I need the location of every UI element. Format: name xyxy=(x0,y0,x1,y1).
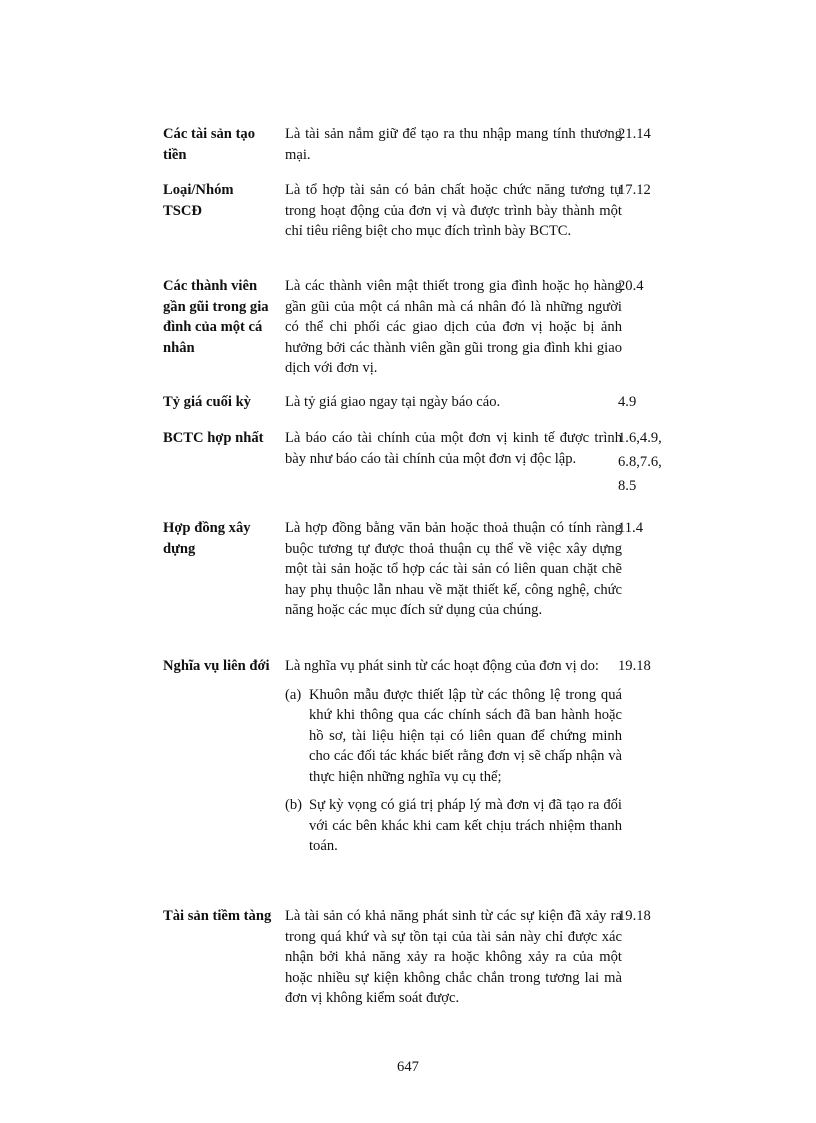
list-item xyxy=(285,795,622,857)
list-item-label: (b) xyxy=(285,797,303,813)
glossary-reference: 19.18 xyxy=(618,908,651,924)
glossary-reference: 21.14 xyxy=(618,126,651,142)
list-item-label: (a) xyxy=(285,686,302,703)
list-item xyxy=(285,685,622,788)
page-number: 647 xyxy=(397,1059,419,1075)
glossary-reference: 17.12 xyxy=(618,182,651,198)
glossary-reference: 20.4 xyxy=(618,278,644,294)
reference-line: 8.5 xyxy=(618,478,637,494)
list-item-text: Khuôn mẫu được thiết lập từ các thông lệ trong quá khứ khi thông qua các chính sách đã ban hành hoặc hồ sơ, tài liệu hiện tại có liên quan để chứng minh cho các đối tác khác biết rằng đơn vị sẽ chấp nhận và thực hiện những nghĩa vụ cụ thể; xyxy=(309,686,622,785)
reference-line: 1.6,4.9, xyxy=(618,430,662,446)
glossary-reference: 19.18 xyxy=(618,658,651,674)
glossary-definition: Là báo cáo tài chính của một đơn vị kinh tế được trình bày như báo cáo tài chính của một đơn vị độc lập. xyxy=(285,430,622,467)
glossary-reference: 4.9 xyxy=(618,394,637,410)
glossary-term: Hợp đồng xây dựng xyxy=(163,520,251,557)
reference-line: 6.8,7.6, xyxy=(618,454,662,470)
glossary-term: Loại/Nhóm TSCĐ xyxy=(163,182,234,219)
glossary-definition: Là tỷ giá giao ngay tại ngày báo cáo. xyxy=(285,394,501,410)
glossary-reference: 11.4 xyxy=(618,520,643,536)
glossary-definition: Là tổ hợp tài sản có bản chất hoặc chức năng tương tự trong hoạt động của đơn vị và được trình bày thành một chỉ tiêu riêng biệt cho mục đích trình bày BCTC. xyxy=(285,182,622,239)
glossary-term: Tài sản tiềm tàng xyxy=(163,908,272,924)
glossary-definition: Là tài sản nắm giữ để tạo ra thu nhập mang tính thương mại. xyxy=(285,126,622,163)
glossary-term: Các tài sản tạo tiền xyxy=(163,126,256,163)
glossary-definition: Là tài sản có khả năng phát sinh từ các sự kiện đã xảy ra trong quá khứ và sự tồn tại của tài sản này chỉ được xác nhận bởi khả năng xảy ra hoặc không xảy ra của một hoặc nhiều sự kiện không chắc chắn trong tương lai mà đơn vị không kiểm soát được. xyxy=(285,908,622,1006)
definition-intro: Là nghĩa vụ phát sinh từ các hoạt động của đơn vị do: xyxy=(285,658,599,674)
glossary-term: BCTC hợp nhất xyxy=(163,430,264,446)
glossary-definition: Là hợp đồng bằng văn bản hoặc thoả thuận có tính ràng buộc tương tự được thoả thuận cụ thể về việc xây dựng một tài sản hoặc tổ hợp các tài sản có liên quan chặt chẽ hay phụ thuộc lẫn nhau về mặt thiết kế, công nghệ, chức năng hoặc các mục đích sử dụng của chúng. xyxy=(285,520,622,618)
glossary-term: Tỷ giá cuối kỳ xyxy=(163,394,251,410)
glossary-term: Nghĩa vụ liên đới xyxy=(163,658,270,674)
glossary-definition xyxy=(285,656,622,857)
list-item-text: Sự kỳ vọng có giá trị pháp lý mà đơn vị đã tạo ra đối với các bên khác khi cam kết chịu trách nhiệm thanh toán. xyxy=(309,797,622,854)
glossary-reference xyxy=(618,426,688,498)
glossary-definition: Là các thành viên mật thiết trong gia đình hoặc họ hàng gần gũi của một cá nhân mà cá nhân đó là những người có thể chi phối các giao dịch của đơn vị hoặc bị ảnh hưởng bởi các thành viên gần gũi trong gia đình khi giao dịch với đơn vị. xyxy=(285,278,622,376)
glossary-term: Các thành viên gần gũi trong gia đình của một cá nhân xyxy=(163,278,269,356)
